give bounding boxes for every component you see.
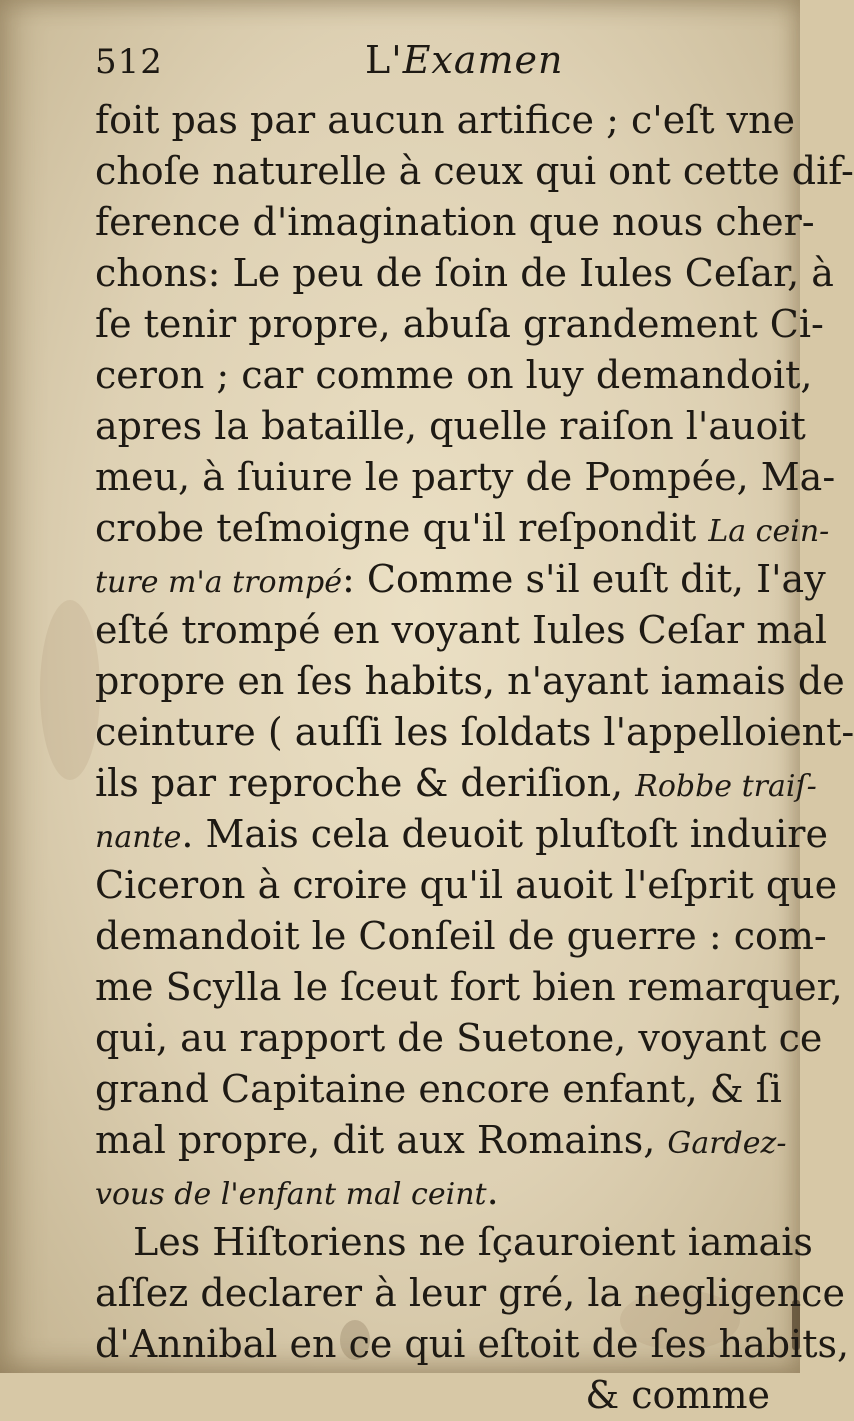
italic-phrase: Robbe traiſ- [635, 769, 817, 804]
text-line-content [95, 1064, 782, 1115]
line-text: meu, à ſuiure le party de Pompée, Ma- [95, 455, 836, 499]
running-title-italic: Examen [402, 38, 564, 82]
line-text: chons: Le peu de ſoin de Iules Ceſar, à [95, 251, 834, 295]
line-text: & comme [585, 1373, 770, 1417]
text-line-content [95, 1115, 787, 1166]
text-line [95, 1319, 850, 1370]
running-title [365, 38, 564, 82]
text-line-content [95, 656, 845, 707]
italic-phrase: La cein- [708, 514, 830, 549]
text-line-content [95, 911, 827, 962]
line-text: mal propre, dit aux Romains, [95, 1118, 668, 1162]
text-line-content [95, 95, 796, 146]
italic-phrase: nante [95, 820, 182, 855]
line-text: qui, au rapport de Suetone, voyant ce [95, 1016, 823, 1060]
text-line [95, 707, 854, 758]
italic-phrase: ture m'a trompé [95, 565, 342, 600]
line-text: crobe teſmoigne qu'il reſpondit [95, 506, 709, 550]
running-title-prefix: L' [365, 38, 403, 82]
text-line [95, 911, 827, 962]
line-text: ceinture ( auſſi les ſoldats l'appelloient- [95, 710, 854, 754]
text-line-content [95, 860, 838, 911]
line-text: eſté trompé en voyant Iules Ceſar mal [95, 608, 828, 652]
text-line [95, 1064, 782, 1115]
text-line [95, 860, 838, 911]
text-line-content [95, 1217, 813, 1268]
line-text: ils par reproche & deriſion, [95, 761, 636, 805]
line-text: demandoit le Conſeil de guerre : com- [95, 914, 827, 958]
text-line-content [95, 962, 843, 1013]
italic-phrase: vous de l'enfant mal ceint [95, 1177, 487, 1212]
line-text: ſe tenir propre, abuſa grandement Ci- [95, 302, 824, 346]
text-line-content [95, 1268, 845, 1319]
line-text: ference d'imagination que nous cher- [95, 200, 815, 244]
text-line [95, 656, 845, 707]
text-line-content [95, 452, 836, 503]
line-text: me Scylla le ſceut fort bien remarquer, [95, 965, 843, 1009]
text-line-content [95, 401, 806, 452]
text-line [95, 809, 828, 860]
line-text: d'Annibal en ce qui eſtoit de ſes habits, [95, 1322, 850, 1366]
text-line-content [95, 503, 830, 554]
line-text: . [486, 1169, 499, 1213]
text-line [95, 248, 834, 299]
text-line [95, 146, 854, 197]
text-line-content [95, 554, 826, 605]
text-line [95, 605, 828, 656]
text-line-content [95, 248, 834, 299]
text-line [95, 554, 826, 605]
line-text: apres la bataille, quelle raiſon l'auoit [95, 404, 806, 448]
text-line [95, 1166, 770, 1217]
italic-phrase: Gardez- [667, 1126, 787, 1161]
text-line-content [95, 1370, 770, 1421]
text-line [95, 1370, 770, 1421]
line-text: propre en ſes habits, n'ayant iamais de [95, 659, 845, 703]
text-line [95, 758, 817, 809]
text-line [95, 350, 813, 401]
text-line [95, 1115, 787, 1166]
line-text: Les Hiſtoriens ne ſçauroient iamais [133, 1220, 813, 1264]
text-line-content [95, 1166, 770, 1217]
text-line-content [95, 1013, 823, 1064]
paper-stain [40, 600, 100, 780]
page-number: 512 [95, 42, 163, 82]
line-text: Ciceron à croire qu'il auoit l'eſprit que [95, 863, 838, 907]
text-line [95, 452, 836, 503]
text-line-content [95, 197, 815, 248]
text-line-content [95, 605, 828, 656]
line-text: aſſez declarer à leur gré, la negligence [95, 1271, 845, 1315]
line-text: ceron ; car comme on luy demandoit, [95, 353, 813, 397]
text-line [95, 962, 843, 1013]
line-text: grand Capitaine encore enfant, & ſi [95, 1067, 782, 1111]
text-line [95, 1013, 823, 1064]
text-line-content [95, 758, 817, 809]
text-line-content [95, 350, 813, 401]
text-line [95, 401, 806, 452]
line-text: . Mais cela deuoit pluſtoſt induire [181, 812, 828, 856]
text-line [95, 299, 824, 350]
text-line-content [95, 809, 828, 860]
text-line-content [95, 1319, 850, 1370]
body-text [95, 95, 854, 1421]
text-line [95, 503, 830, 554]
text-line-content [95, 299, 824, 350]
line-text: foit pas par aucun artifice ; c'eſt vne [95, 98, 796, 142]
text-line-content [95, 146, 854, 197]
line-text: choſe naturelle à ceux qui ont cette dif- [95, 149, 854, 193]
text-line [95, 197, 815, 248]
running-header [95, 38, 775, 88]
text-line [95, 1217, 813, 1268]
text-line [95, 95, 796, 146]
text-line [95, 1268, 845, 1319]
text-line-content [95, 707, 854, 758]
line-text: : Comme s'il euſt dit, I'ay [342, 557, 826, 601]
